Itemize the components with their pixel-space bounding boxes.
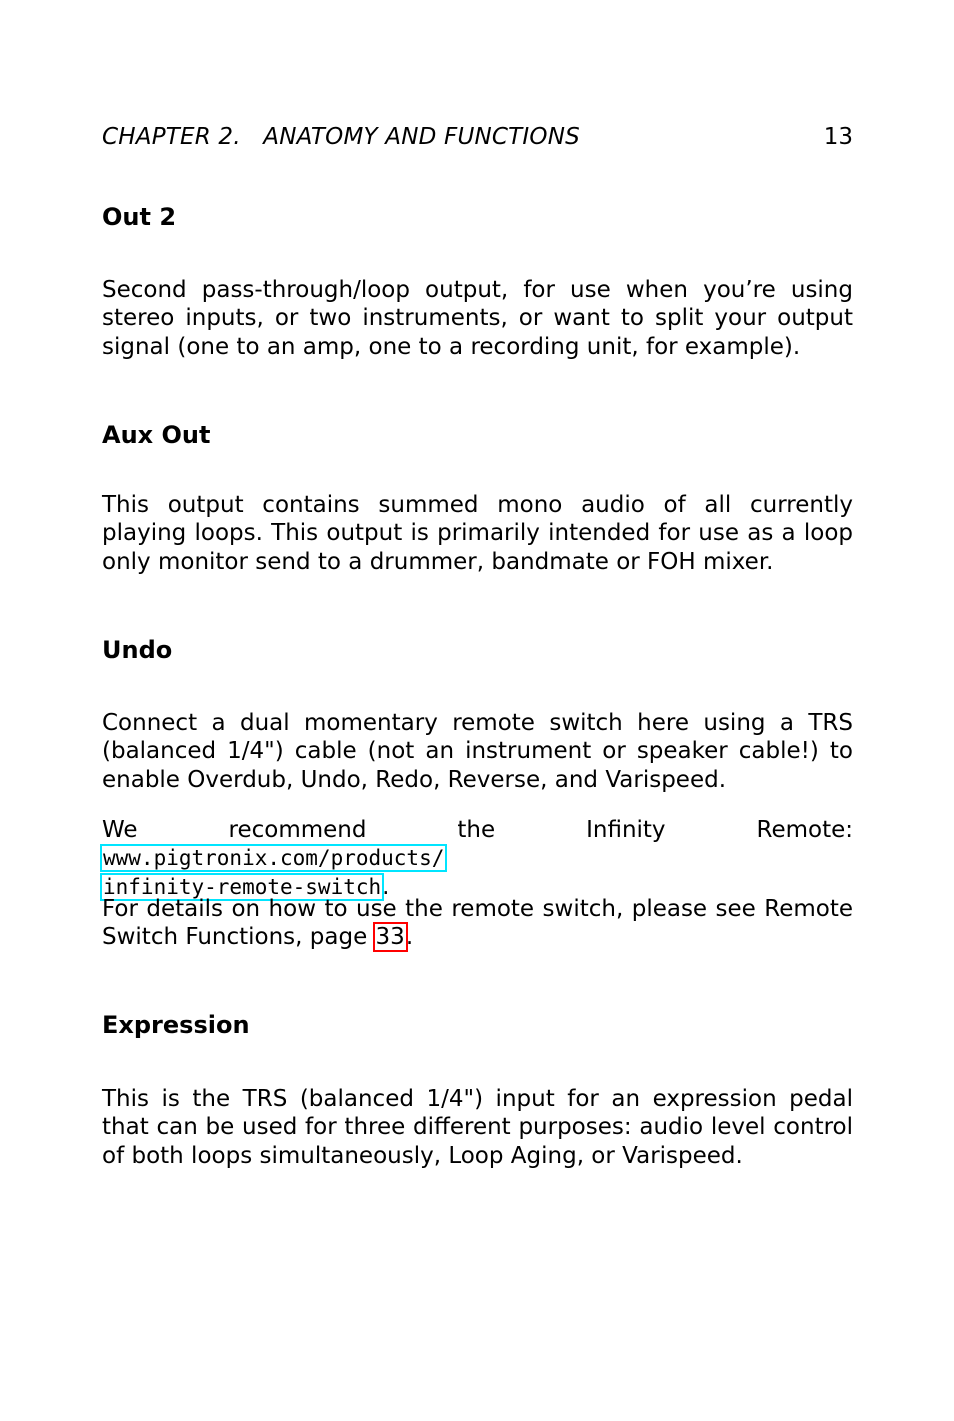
details-paragraph: [102, 895, 853, 952]
remote-url-link[interactable]: www.pigtronix.com/products/: [103, 846, 445, 871]
page-number: 13: [823, 124, 853, 150]
section-title-aux-out: Aux Out: [102, 421, 211, 449]
recommend-paragraph: [102, 816, 853, 901]
section-title-undo: Undo: [102, 636, 173, 664]
section-text-out2: Second pass-through/loop output, for use when you’re using stereo inputs, or two instruments, or want to split your output signal (one to an amp, one to a recording unit, for example).: [102, 277, 853, 360]
section-text-undo: Connect a dual momentary remote switch here using a TRS (balanced 1/4") cable (not an instrument or speaker cable!) to enable Overdub, Undo, Redo, Reverse, and Varispeed.: [102, 710, 853, 793]
remote-url-link-continued[interactable]: infinity-remote-switch: [103, 874, 382, 899]
section-title-expression: Expression: [102, 1011, 250, 1039]
recommend-prefix: We recommend the Infinity Remote:: [102, 817, 853, 843]
chapter-title: CHAPTER 2. ANATOMY AND FUNCTIONS: [102, 124, 580, 150]
url-suffix: .: [382, 873, 390, 900]
section-title-out2: Out 2: [102, 203, 177, 231]
section-text-expression: This is the TRS (balanced 1/4") input for an expression pedal that can be used for three different purposes: audio level control of both loops simultaneously, Loop Aging, or Varispeed.: [102, 1086, 853, 1169]
page-header: [102, 124, 853, 150]
section-text-aux-out: This output contains summed mono audio of all currently playing loops. This output is primarily intended for use as a loop only monitor send to a drummer, bandmate or FOH mixer.: [102, 492, 853, 575]
details-prefix: For details on how to use the remote switch, please see Remote Switch Functions, page: [102, 896, 853, 951]
page-ref-link[interactable]: 33: [375, 924, 405, 951]
details-suffix: .: [405, 924, 414, 951]
